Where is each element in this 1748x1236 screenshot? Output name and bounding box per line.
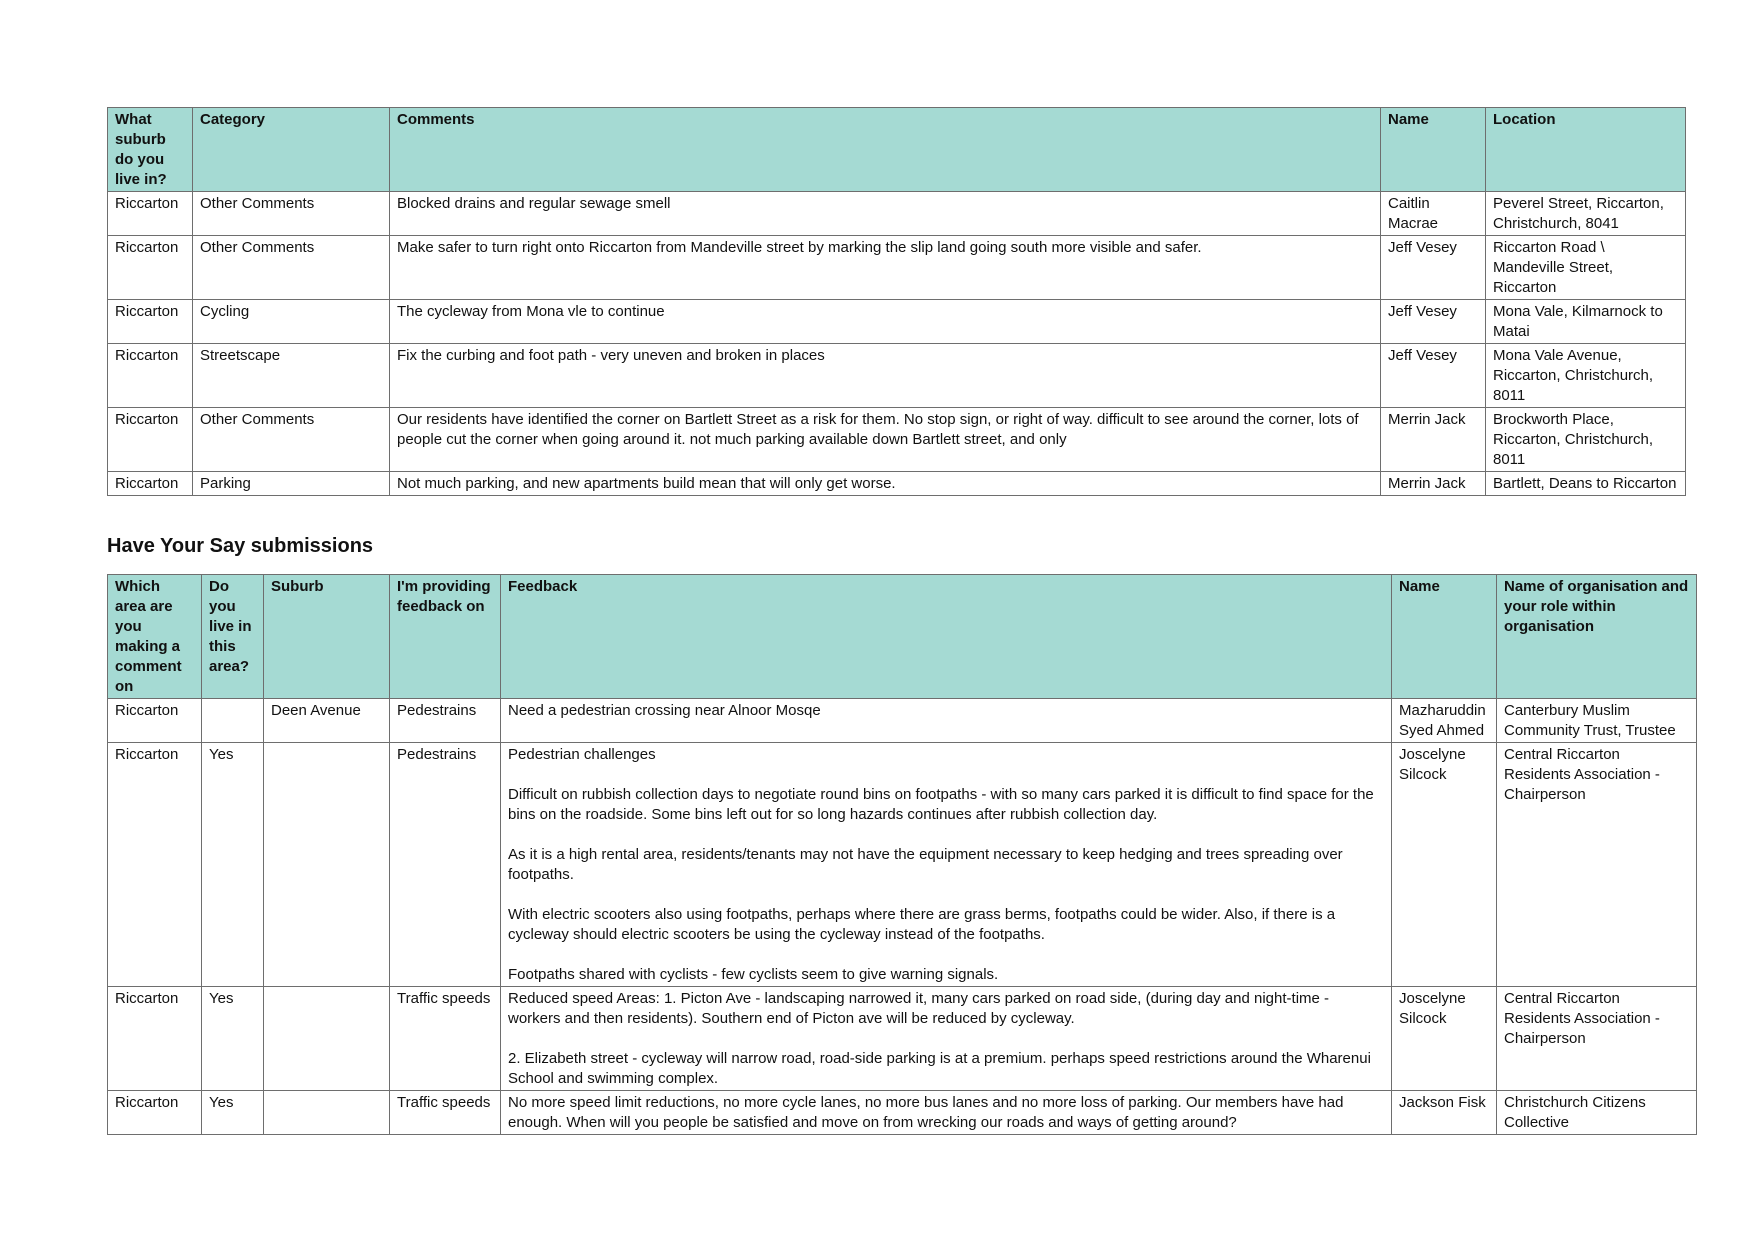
cell-feedback bbox=[501, 743, 1392, 987]
cell-category: Streetscape bbox=[193, 344, 390, 408]
header-name: Name bbox=[1392, 575, 1497, 699]
cell-category: Other Comments bbox=[193, 408, 390, 472]
cell-name: Joscelyne Silcock bbox=[1392, 987, 1497, 1091]
header-location: Location bbox=[1486, 108, 1686, 192]
table-row bbox=[108, 300, 1686, 344]
cell-topic: Traffic speeds bbox=[390, 1091, 501, 1135]
feedback-paragraph: Reduced speed Areas: 1. Picton Ave - landscaping narrowed it, many cars parked on road side, (during day and night-time - workers and then residents). Southern end of Picton ave will be reduced by cycleway. bbox=[508, 990, 1330, 1027]
cell-comments: Our residents have identified the corner on Bartlett Street as a risk for them. No stop sign, or right of way. difficult to see around the corner, lots of people cut the corner when going around it. not much parking available down Bartlett street, and only bbox=[390, 408, 1381, 472]
feedback-paragraph: Need a pedestrian crossing near Alnoor Mosqe bbox=[508, 702, 821, 719]
cell-category: Other Comments bbox=[193, 236, 390, 300]
cell-location: Peverel Street, Riccarton, Christchurch, 8041 bbox=[1486, 192, 1686, 236]
cell-live: Yes bbox=[202, 743, 264, 987]
cell-location: Mona Vale Avenue, Riccarton, Christchurch, 8011 bbox=[1486, 344, 1686, 408]
cell-category: Other Comments bbox=[193, 192, 390, 236]
table-header-row bbox=[108, 575, 1697, 699]
cell-location: Mona Vale, Kilmarnock to Matai bbox=[1486, 300, 1686, 344]
header-live: Do you live in this area? bbox=[202, 575, 264, 699]
cell-name: Jackson Fisk bbox=[1392, 1091, 1497, 1135]
header-area: Which area are you making a comment on bbox=[108, 575, 202, 699]
cell-location: Brockworth Place, Riccarton, Christchurch, 8011 bbox=[1486, 408, 1686, 472]
cell-name: Jeff Vesey bbox=[1381, 344, 1486, 408]
cell-suburb: Riccarton bbox=[108, 408, 193, 472]
cell-name: Jeff Vesey bbox=[1381, 236, 1486, 300]
table-row bbox=[108, 472, 1686, 496]
feedback-paragraph: With electric scooters also using footpaths, perhaps where there are grass berms, footpaths could be wider. Also, if there is a cycleway should electric scooters be using the cycleway instead of the footpaths. bbox=[508, 906, 1336, 943]
cell-area: Riccarton bbox=[108, 743, 202, 987]
cell-topic: Pedestrains bbox=[390, 699, 501, 743]
cell-category: Cycling bbox=[193, 300, 390, 344]
feedback-paragraph: No more speed limit reductions, no more cycle lanes, no more bus lanes and no more loss of parking. Our members have had enough. When will you people be satisfied and move on from wrecking our roads and ways of getting around? bbox=[508, 1094, 1344, 1131]
feedback-paragraph: Difficult on rubbish collection days to negotiate round bins on footpaths - with so many cars parked it is difficult to find space for the bins on the roadside. Some bins left out for so long hazards continues after rubbish collection day. bbox=[508, 786, 1374, 823]
table-row bbox=[108, 743, 1697, 987]
header-suburb: Suburb bbox=[264, 575, 390, 699]
header-organisation: Name of organisation and your role within organisation bbox=[1497, 575, 1697, 699]
table-row bbox=[108, 987, 1697, 1091]
comments-table bbox=[107, 107, 1686, 496]
cell-area: Riccarton bbox=[108, 699, 202, 743]
cell-organisation: Canterbury Muslim Community Trust, Trustee bbox=[1497, 699, 1697, 743]
cell-name: Merrin Jack bbox=[1381, 472, 1486, 496]
cell-suburb: Riccarton bbox=[108, 192, 193, 236]
cell-feedback bbox=[501, 699, 1392, 743]
header-category: Category bbox=[193, 108, 390, 192]
table-row bbox=[108, 236, 1686, 300]
header-topic: I'm providing feedback on bbox=[390, 575, 501, 699]
cell-name: Caitlin Macrae bbox=[1381, 192, 1486, 236]
cell-organisation: Central Riccarton Residents Association - Chairperson bbox=[1497, 987, 1697, 1091]
cell-suburb: Deen Avenue bbox=[264, 699, 390, 743]
cell-topic: Traffic speeds bbox=[390, 987, 501, 1091]
cell-location: Bartlett, Deans to Riccarton bbox=[1486, 472, 1686, 496]
cell-name: Jeff Vesey bbox=[1381, 300, 1486, 344]
cell-suburb: Riccarton bbox=[108, 472, 193, 496]
cell-suburb: Riccarton bbox=[108, 300, 193, 344]
cell-comments: The cycleway from Mona vle to continue bbox=[390, 300, 1381, 344]
cell-organisation: Central Riccarton Residents Association - Chairperson bbox=[1497, 743, 1697, 987]
cell-suburb bbox=[264, 987, 390, 1091]
cell-comments: Fix the curbing and foot path - very uneven and broken in places bbox=[390, 344, 1381, 408]
cell-live bbox=[202, 699, 264, 743]
cell-live: Yes bbox=[202, 1091, 264, 1135]
table-row bbox=[108, 344, 1686, 408]
cell-comments: Blocked drains and regular sewage smell bbox=[390, 192, 1381, 236]
cell-area: Riccarton bbox=[108, 1091, 202, 1135]
cell-suburb: Riccarton bbox=[108, 344, 193, 408]
table-header-row bbox=[108, 108, 1686, 192]
feedback-paragraph: 2. Elizabeth street - cycleway will narrow road, road-side parking is at a premium. perhaps speed restrictions around the Wharenui School and swimming complex. bbox=[508, 1050, 1371, 1087]
header-name: Name bbox=[1381, 108, 1486, 192]
feedback-paragraph: Footpaths shared with cyclists - few cyclists seem to give warning signals. bbox=[508, 966, 999, 983]
feedback-paragraph: As it is a high rental area, residents/tenants may not have the equipment necessary to keep hedging and trees spreading over footpaths. bbox=[508, 846, 1343, 883]
cell-name: Joscelyne Silcock bbox=[1392, 743, 1497, 987]
header-suburb: What suburb do you live in? bbox=[108, 108, 193, 192]
submissions-table bbox=[107, 574, 1697, 1135]
cell-suburb: Riccarton bbox=[108, 236, 193, 300]
cell-comments: Make safer to turn right onto Riccarton from Mandeville street by marking the slip land going south more visible and safer. bbox=[390, 236, 1381, 300]
cell-name: Merrin Jack bbox=[1381, 408, 1486, 472]
cell-location: Riccarton Road \ Mandeville Street, Riccarton bbox=[1486, 236, 1686, 300]
cell-feedback bbox=[501, 1091, 1392, 1135]
header-comments: Comments bbox=[390, 108, 1381, 192]
cell-area: Riccarton bbox=[108, 987, 202, 1091]
cell-organisation: Christchurch Citizens Collective bbox=[1497, 1091, 1697, 1135]
cell-name: Mazharuddin Syed Ahmed bbox=[1392, 699, 1497, 743]
cell-live: Yes bbox=[202, 987, 264, 1091]
table-row bbox=[108, 192, 1686, 236]
cell-category: Parking bbox=[193, 472, 390, 496]
cell-suburb bbox=[264, 1091, 390, 1135]
cell-topic: Pedestrains bbox=[390, 743, 501, 987]
table-row bbox=[108, 699, 1697, 743]
table-row bbox=[108, 1091, 1697, 1135]
section-heading: Have Your Say submissions bbox=[107, 535, 374, 557]
cell-comments: Not much parking, and new apartments build mean that will only get worse. bbox=[390, 472, 1381, 496]
table-row bbox=[108, 408, 1686, 472]
cell-suburb bbox=[264, 743, 390, 987]
feedback-paragraph: Pedestrian challenges bbox=[508, 746, 656, 763]
cell-feedback bbox=[501, 987, 1392, 1091]
header-feedback: Feedback bbox=[501, 575, 1392, 699]
